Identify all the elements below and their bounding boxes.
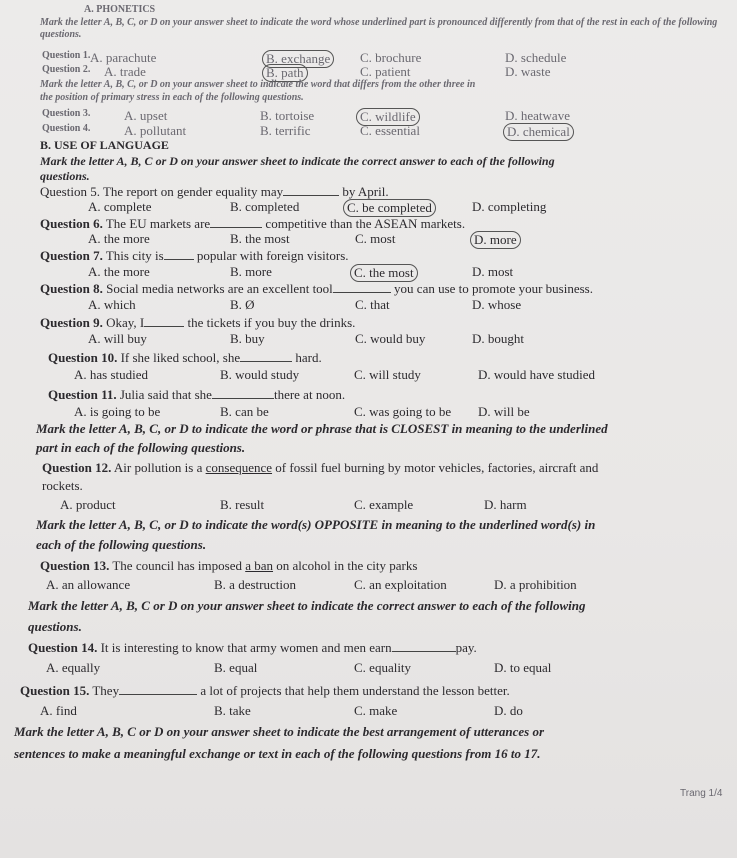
q2-option-b: B. path: [262, 64, 308, 82]
q5-option-c: C. be completed: [343, 199, 436, 217]
q5-blank: [283, 195, 339, 196]
q10-option-d: D. would have studied: [478, 367, 595, 382]
q6-option-c: C. most: [355, 231, 396, 246]
question-11: Question 11. Julia said that she there at noon.: [48, 387, 346, 402]
q13-option-b: B. a destruction: [214, 577, 296, 592]
q1-option-d: D. schedule: [505, 50, 567, 65]
question-7: Question 7. This city is popular with foreign visitors.: [40, 248, 349, 263]
section-a-directions-2-line2: the position of primary stress in each of the following questions.: [40, 92, 304, 103]
q3-option-b: B. tortoise: [260, 108, 315, 123]
q7-blank: [164, 259, 194, 260]
correct-directions-line2: questions.: [28, 619, 82, 634]
q15-option-b: B. take: [214, 703, 251, 718]
q12-option-b: B. result: [220, 497, 265, 512]
q8-option-a: A. which: [88, 297, 136, 312]
opposite-directions-line1: Mark the letter A, B, C, or D to indicate the word(s) OPPOSITE in meaning to the underlined word(s) in: [36, 517, 596, 532]
q10-blank: [240, 361, 292, 362]
q7-option-c: C. the most: [350, 264, 418, 282]
q11-option-d: D. will be: [478, 404, 530, 419]
q14-blank: [392, 651, 456, 652]
q8-option-c: C. that: [355, 297, 390, 312]
q11-option-b: B. can be: [220, 404, 269, 419]
section-a-directions-1: Mark the letter A, B, C, or D on your answer sheet to indicate the word whose underlined part is pronounced differently from that of the rest in each of the following questions.: [40, 17, 718, 40]
q6-option-b: B. the most: [230, 231, 290, 246]
q14-option-d: D. to equal: [494, 660, 552, 675]
section-b-directions-line2: questions.: [40, 169, 90, 183]
q11-option-a: A. is going to be: [74, 404, 161, 419]
q2-option-c: C. patient: [360, 64, 411, 79]
q11-blank: [212, 398, 274, 399]
q12-option-d: D. harm: [484, 497, 527, 512]
q11-option-c: C. was going to be: [354, 404, 452, 419]
question-14: Question 14. It is interesting to know that army women and men earn pay.: [28, 640, 477, 655]
arrangement-directions-line1: Mark the letter A, B, C or D on your answer sheet to indicate the best arrangement of utterances or: [14, 724, 545, 739]
q9-option-a: A. will buy: [88, 331, 147, 346]
q15-option-a: A. find: [40, 703, 77, 718]
q13-option-a: A. an allowance: [46, 577, 131, 592]
section-b-directions-line1: Mark the letter A, B, C or D on your answer sheet to indicate the correct answer to each of the following: [40, 154, 555, 168]
q10-option-c: C. will study: [354, 367, 421, 382]
section-b-heading: B. USE OF LANGUAGE: [40, 138, 169, 152]
q9-option-b: B. buy: [230, 331, 265, 346]
q4-option-a: A. pollutant: [124, 123, 187, 138]
q6-option-d: D. more: [470, 231, 521, 249]
q6-blank: [210, 227, 262, 228]
closest-directions-line2: part in each of the following questions.: [36, 440, 246, 455]
q15-blank: [119, 694, 197, 695]
q5-option-d: D. completing: [472, 199, 547, 214]
q14-option-b: B. equal: [214, 660, 258, 675]
question-8: Question 8. Social media networks are an excellent tool you can use to promote your business.: [40, 281, 593, 296]
section-a-heading: A. PHONETICS: [84, 4, 156, 15]
correct-directions-line1: Mark the letter A, B, C or D on your answer sheet to indicate the correct answer to each of the following: [28, 598, 586, 613]
question-4: Question 4.: [42, 123, 91, 134]
q9-blank: [144, 326, 184, 327]
q9-option-c: C. would buy: [355, 331, 426, 346]
closest-directions-line1: Mark the letter A, B, C, or D to indicate the word or phrase that is CLOSEST in meaning to the underlined: [36, 421, 608, 436]
q13-option-c: C. an exploitation: [354, 577, 447, 592]
question-13: Question 13. The council has imposed a ban on alcohol in the city parks: [40, 558, 418, 573]
q7-option-d: D. most: [472, 264, 514, 279]
q2-option-d: D. waste: [505, 64, 551, 79]
q4-option-d: D. chemical: [503, 123, 574, 141]
question-12-line2: rockets.: [42, 478, 83, 493]
question-2: Question 2.: [42, 64, 91, 75]
question-1: Question 1.: [42, 50, 91, 61]
q3-option-a: A. upset: [124, 108, 168, 123]
q14-option-c: C. equality: [354, 660, 412, 675]
question-12-line1: Question 12. Air pollution is a consequence of fossil fuel burning by motor vehicles, factories, aircraft and: [42, 460, 599, 475]
question-5: Question 5. The report on gender equality may by April.: [40, 184, 389, 199]
q13-option-d: D. a prohibition: [494, 577, 577, 592]
q1-option-b: B. exchange: [262, 50, 334, 68]
question-9: Question 9. Okay, I the tickets if you buy the drinks.: [40, 315, 356, 330]
q10-option-a: A. has studied: [74, 367, 149, 382]
q8-option-b: B. Ø: [230, 297, 255, 312]
q5-option-b: B. completed: [230, 199, 300, 214]
q3-option-c: C. wildlife: [356, 108, 420, 126]
q9-option-d: D. bought: [472, 331, 524, 346]
section-a-directions-2-line1: Mark the letter A, B, C, or D on your answer sheet to indicate the word that differs from the other three in: [40, 79, 476, 90]
q5-option-a: A. complete: [88, 199, 152, 214]
page-number: Trang 1/4: [680, 788, 723, 799]
q14-option-a: A. equally: [46, 660, 101, 675]
q8-option-d: D. whose: [472, 297, 522, 312]
question-3: Question 3.: [42, 108, 91, 119]
q12-option-a: A. product: [60, 497, 116, 512]
q12-option-c: C. example: [354, 497, 414, 512]
q3-option-d: D. heatwave: [505, 108, 570, 123]
q7-option-b: B. more: [230, 264, 272, 279]
q1-option-c: C. brochure: [360, 50, 422, 65]
q10-option-b: B. would study: [220, 367, 300, 382]
q4-option-c: C. essential: [360, 123, 420, 138]
question-6: Question 6. The EU markets are competitive than the ASEAN markets.: [40, 216, 466, 231]
q8-blank: [333, 292, 391, 293]
question-15: Question 15. They a lot of projects that help them understand the lesson better.: [20, 683, 510, 698]
q15-option-d: D. do: [494, 703, 523, 718]
q2-option-a: A. trade: [104, 64, 146, 79]
q6-option-a: A. the more: [88, 231, 150, 246]
q15-option-c: C. make: [354, 703, 398, 718]
q4-option-b: B. terrific: [260, 123, 311, 138]
opposite-directions-line2: each of the following questions.: [36, 537, 207, 552]
q7-option-a: A. the more: [88, 264, 150, 279]
arrangement-directions-line2: sentences to make a meaningful exchange or text in each of the following questions from 16 to 17.: [14, 746, 541, 761]
q1-option-a: A. parachute: [90, 50, 157, 65]
question-10: Question 10. If she liked school, she hard.: [48, 350, 322, 365]
